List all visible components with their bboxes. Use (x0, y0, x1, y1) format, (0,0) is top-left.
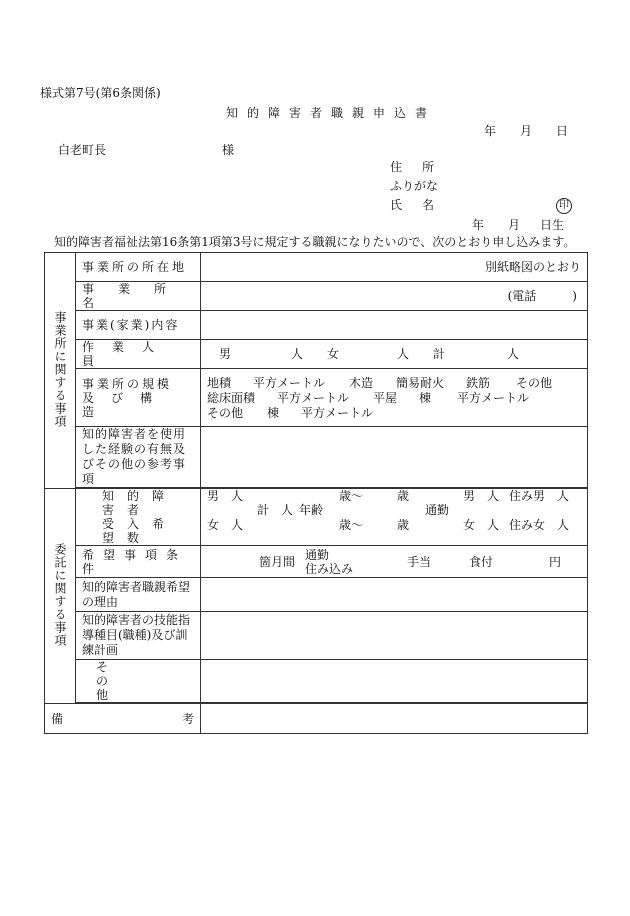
scale-other-unit: 平方メートル (301, 406, 374, 420)
birth-day: 日生 (540, 218, 565, 232)
hope-age: 年齢 (299, 503, 324, 517)
row-reason (45, 578, 588, 612)
addressee: 白老町長 (58, 143, 107, 157)
hope-total: 計 (257, 503, 270, 517)
date-day: 日 (556, 124, 569, 138)
hope-label-2: 受入希望数 (102, 517, 178, 545)
experience-field[interactable] (201, 427, 588, 488)
name-label: 氏名 (390, 198, 455, 212)
furigana-label: ふりがな (390, 179, 439, 193)
section1-side-label: 事業所に関する事項 (53, 310, 67, 428)
hope-female-unit: 人 (231, 518, 244, 532)
scale-label-1: 事業所の規模 (82, 376, 173, 391)
cond-commute: 通勤 (305, 548, 330, 562)
location-field[interactable] (201, 253, 588, 282)
hope-male-unit: 人 (231, 489, 244, 503)
phone-value: (電話 ) (507, 289, 577, 303)
scale-buildings: 棟 (419, 391, 432, 405)
office-name-field[interactable] (201, 282, 588, 311)
date-year: 年 (484, 124, 497, 138)
birth-year: 年 (472, 218, 485, 232)
scale-one-story: 平屋 (373, 391, 398, 405)
conditions-field[interactable] (201, 546, 588, 578)
row-experience (45, 427, 588, 488)
business-field[interactable] (201, 311, 588, 340)
workers-male-unit: 人 (291, 347, 304, 361)
remarks-field[interactable] (201, 704, 588, 734)
row-business (45, 311, 588, 340)
hope-male-age-to: 歳 (397, 489, 410, 503)
scale-floor-unit: 平方メートル (277, 391, 350, 405)
seal-text: 印 (556, 198, 572, 214)
scale-area-unit: 平方メートル (253, 376, 326, 390)
cond-months: 箇月間 (259, 555, 296, 569)
workers-female-unit: 人 (397, 347, 410, 361)
scale-steel: 鉄筋 (466, 376, 491, 390)
scale-other: その他 (516, 376, 553, 390)
date-month: 月 (520, 124, 533, 138)
hope-male: 男 (207, 489, 220, 503)
workers-male: 男 (219, 347, 232, 361)
row-workers (45, 340, 588, 369)
hope-female: 女 (207, 518, 220, 532)
section2-side (45, 489, 76, 704)
scale-fireproof: 簡易耐火 (396, 376, 445, 390)
row-conditions (45, 546, 588, 578)
hope-male-livein-unit: 人 (557, 489, 570, 503)
hope-female-livein: 住み女 (509, 518, 546, 532)
address-label: 住所 (390, 160, 455, 174)
scale-floor-unit-2: 平方メートル (457, 391, 530, 405)
row-remarks (45, 704, 588, 734)
reason-label: 知的障害者職親希望の理由 (82, 579, 191, 609)
experience-label: 知的障害者を使用した経験の有無及びその他の参考事項 (82, 427, 187, 486)
workers-label: 作業人員 (82, 340, 173, 368)
remarks-label-left: 備 (51, 711, 64, 726)
row-hope (45, 489, 588, 546)
business-label: 事業(家業)内容 (82, 318, 180, 332)
section1-side (45, 253, 76, 489)
hope-commute: 通勤 (425, 503, 450, 517)
hope-female-age-to: 歳 (397, 518, 410, 532)
birth-month: 月 (508, 218, 521, 232)
scale-buildings-2: 棟 (267, 406, 280, 420)
scale-area: 地積 (207, 376, 232, 390)
conditions-label: 希望事項条件 (82, 547, 188, 576)
scale-wood: 木造 (349, 376, 374, 390)
row-office-name (45, 282, 588, 311)
hope-female-commute: 女 (463, 518, 476, 532)
workers-female: 女 (327, 347, 340, 361)
hope-total-unit: 人 (281, 503, 294, 517)
row-other (45, 660, 588, 703)
other-label: その他 (96, 660, 147, 702)
location-value: 別紙略図のとおり (484, 260, 581, 274)
row-training (45, 612, 588, 660)
remarks-label (51, 712, 194, 726)
row-scale (45, 369, 588, 427)
scale-label-2: 及び構造 (82, 390, 170, 419)
other-field[interactable] (201, 660, 588, 703)
hope-female-commute-unit: 人 (487, 518, 500, 532)
hope-male-commute-unit: 人 (487, 489, 500, 503)
cond-yen: 円 (549, 555, 562, 569)
hope-male-livein: 住み男 (509, 489, 546, 503)
cond-meals: 食付 (469, 555, 494, 569)
scale-field[interactable] (201, 369, 588, 427)
form-title: 知的障害者職親申込書 (226, 106, 437, 120)
cond-allowance: 手当 (407, 555, 432, 569)
training-label: 知的障害者の技能指導種目(職種)及び訓練計画 (82, 613, 191, 657)
scale-floor-area: 総床面積 (207, 391, 256, 405)
location-label: 事業所の所在地 (82, 260, 188, 274)
workers-total-unit: 人 (507, 347, 520, 361)
row-location (45, 253, 588, 282)
application-table (44, 252, 588, 734)
hope-female-livein-unit: 人 (557, 518, 570, 532)
form-number: 様式第7号(第6条関係) (40, 86, 161, 100)
hope-male-commute: 男 (463, 489, 476, 503)
statement: 知的障害者福祉法第16条第1項第3号に規定する職親になりたいので、次のとおり申し込みます。 (54, 235, 576, 249)
hope-male-age-from: 歳〜 (339, 489, 364, 503)
hope-field[interactable] (201, 489, 588, 546)
workers-field[interactable] (201, 340, 588, 369)
honorific: 様 (222, 143, 235, 157)
training-field[interactable] (201, 612, 588, 660)
seal-mark (556, 197, 572, 214)
scale-other-2: その他 (207, 406, 244, 420)
reason-field[interactable] (201, 578, 588, 612)
section2-side-label: 委託に関する事項 (53, 542, 67, 647)
workers-total: 計 (433, 347, 446, 361)
cond-live-in: 住み込み (305, 562, 354, 576)
hope-female-age-from: 歳〜 (339, 518, 364, 532)
remarks-label-right: 考 (181, 711, 194, 726)
office-name-label: 事業所名 (82, 282, 191, 310)
hope-label-1: 知的障害者 (102, 489, 178, 517)
